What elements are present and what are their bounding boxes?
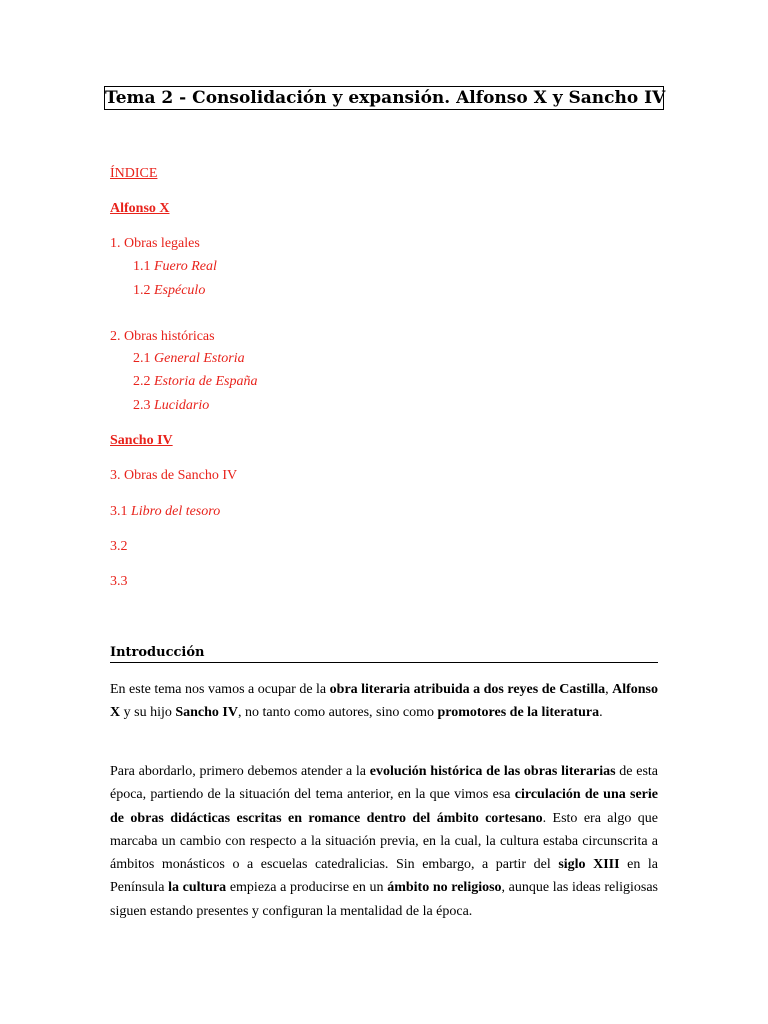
toc-number: 2.2	[133, 374, 154, 389]
text-run: , no tanto como autores, sino como	[238, 705, 438, 721]
toc-title: Lucidario	[154, 398, 210, 413]
toc-item-3[interactable]: 3. Obras de Sancho IV	[110, 468, 238, 483]
toc-title: Estoria de España	[154, 374, 258, 389]
toc-title: General Estoria	[154, 351, 245, 366]
text-run: , aunque las ideas religiosas siguen estando presentes y configuran la mentalidad de la época.	[110, 880, 659, 919]
toc-alfonso-link[interactable]: Alfonso X	[110, 201, 170, 216]
toc-sancho-link[interactable]: Sancho IV	[110, 433, 173, 448]
bold-text-run: circulación de una serie de obras didácticas escritas en romance dentro del ámbito cortesano	[110, 787, 658, 826]
text-run: en la Península	[110, 857, 658, 896]
toc-title: Libro del tesoro	[131, 504, 221, 519]
toc-item-1-1[interactable]	[133, 258, 217, 276]
toc-heading[interactable]	[110, 165, 157, 183]
toc-number: 1.1	[133, 259, 154, 274]
text-run: . Esto era algo que marcaba un cambio con respecto a la situación previa, en la cual, la cultura estaba circunscrita a ámbitos monásticos o a escuelas catedralicias. Sin embargo, a partir del	[110, 810, 659, 873]
toc-item-1-2[interactable]	[133, 282, 205, 300]
text-run: de esta época, partiendo de la situación del tema anterior, en la que vimos esa	[110, 764, 658, 803]
toc-number: 2.3	[133, 398, 154, 413]
bold-text-run: Alfonso X	[110, 682, 659, 721]
toc-number: 1.2	[133, 283, 154, 298]
text-run: ,	[605, 682, 613, 697]
toc-item-3-1[interactable]	[110, 503, 220, 521]
bold-text-run: ámbito no religioso	[387, 880, 502, 896]
toc-item-2-2[interactable]	[133, 373, 257, 391]
document-title: Tema 2 - Consolidación y expansión. Alfonso X y Sancho IV	[105, 88, 666, 108]
bold-text-run: obra literaria atribuida a dos reyes de Castilla	[329, 682, 606, 697]
toc-item-1[interactable]: 1. Obras legales	[110, 236, 200, 251]
toc-item-3-2[interactable]: 3.2	[110, 539, 128, 554]
text-run: Para abordarlo, primero debemos atender a la	[110, 764, 370, 779]
text-run: .	[599, 705, 603, 721]
bold-text-run: la cultura	[168, 880, 227, 896]
text-run: En este tema nos vamos a ocupar de la	[110, 682, 330, 697]
toc-title: Fuero Real	[154, 259, 217, 274]
intro-heading: Introducción	[110, 644, 658, 663]
toc-sancho[interactable]	[110, 432, 173, 450]
intro-paragraph-2	[110, 760, 658, 923]
toc-number: 3.1	[110, 504, 131, 519]
toc-heading-link[interactable]: ÍNDICE	[110, 166, 158, 181]
toc-item-2[interactable]: 2. Obras históricas	[110, 329, 215, 344]
bold-text-run: evolución histórica de las obras literarias	[369, 764, 616, 779]
toc-number: 2.1	[133, 351, 154, 366]
bold-text-run: siglo XIII	[558, 857, 620, 873]
toc-alfonso[interactable]	[110, 200, 170, 218]
text-run: y su hijo	[120, 705, 176, 721]
toc-title: Espéculo	[154, 283, 206, 298]
text-run: empieza a producirse en un	[226, 880, 388, 896]
toc-item-2-3[interactable]	[133, 397, 209, 415]
bold-text-run: Sancho IV	[175, 705, 238, 721]
toc-item-2-1[interactable]	[133, 350, 245, 368]
toc-item-3-3[interactable]: 3.3	[110, 574, 128, 589]
bold-text-run: promotores de la literatura	[437, 705, 600, 721]
intro-paragraph-1	[110, 678, 658, 725]
